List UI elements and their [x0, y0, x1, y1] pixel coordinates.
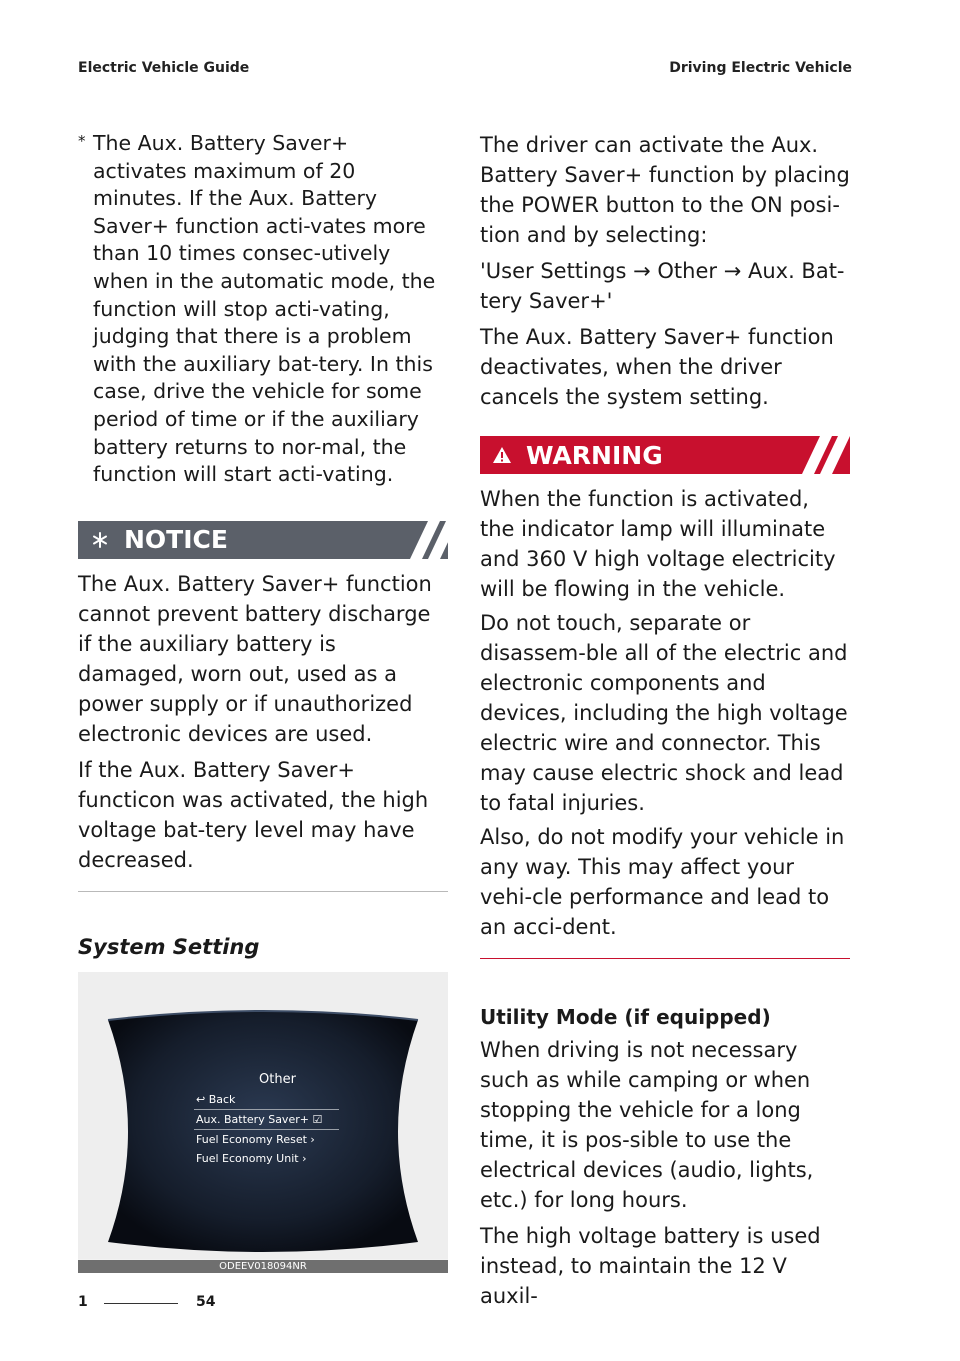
cluster-menu — [194, 1072, 339, 1168]
menu-item-label: Fuel Economy Reset — [196, 1132, 307, 1146]
paragraph-menu-path: 'User Settings → Other → Aux. Bat-tery Saver+' — [480, 259, 845, 313]
figure-caption: ODEEV018094NR — [78, 1260, 448, 1273]
warning-paragraph-2: Do not touch, separate or disassem-ble all of the electric and electronic components and devices, including the high voltage electric wire and connector. This may cause electric shock and lead to fatal injuries. — [480, 611, 848, 815]
asterisk-note — [78, 130, 448, 489]
menu-item-label: Aux. Battery Saver+ — [196, 1112, 309, 1126]
back-arrow-icon: ↩ — [196, 1092, 209, 1106]
warning-label: WARNING — [526, 440, 663, 470]
section-title-system-setting: System Setting — [78, 934, 260, 959]
cluster-screen-figure — [78, 972, 448, 1273]
footer-rule — [104, 1303, 178, 1304]
checkbox-checked-icon: ☑ — [312, 1112, 323, 1126]
note-asterisk: * — [78, 132, 86, 150]
chevron-right-icon: › — [310, 1132, 315, 1146]
running-header-left: Electric Vehicle Guide — [78, 60, 250, 76]
menu-item-aux-battery-saver — [194, 1109, 339, 1130]
menu-item-fuel-economy-unit — [194, 1149, 339, 1168]
notice-asterisk-icon — [90, 531, 110, 549]
right-column — [480, 130, 850, 1317]
notice-label: NOTICE — [124, 525, 228, 555]
subsection-title-utility-mode: Utility Mode (if equipped) — [480, 1005, 771, 1029]
menu-item-label: Fuel Economy Unit — [196, 1151, 299, 1165]
warning-triangle-icon — [492, 446, 512, 464]
menu-back-label: Back — [208, 1092, 236, 1106]
section-divider — [78, 891, 448, 892]
warning-end-divider — [480, 958, 850, 959]
utility-paragraph-1: When driving is not necessary such as while camping or when stopping the vehicle for a long time, it is pos-sible to use the electrical devices (audio, lights, etc.) for long hours. — [480, 1038, 814, 1212]
menu-title: Other — [259, 1071, 296, 1087]
footer-chapter-number: 1 — [78, 1294, 88, 1310]
utility-paragraph-2: The high voltage battery is used instead, to maintain the 12 V auxil- — [480, 1224, 821, 1308]
footer-page-number: 54 — [196, 1294, 216, 1310]
note-text: The Aux. Battery Saver+ activates maximum of 20 minutes. If the Aux. Battery Saver+ function acti-vates more than 10 times consec-utively when in the automatic mode, the function will stop acti-vating, judging that there is a problem with the auxiliary bat-tery. In this case, drive the vehicle for some period of time or if the auxiliary battery returns to nor-mal, the function will start acti-vating. — [93, 131, 436, 487]
paragraph-deactivate: The Aux. Battery Saver+ function deactivates, when the driver cancels the system setting. — [480, 325, 834, 409]
warning-paragraph-1: When the function is activated, the indicator lamp will illuminate and 360 V high voltage electricity will be flowing in the vehicle. — [480, 487, 836, 601]
notice-paragraph-1: The Aux. Battery Saver+ function cannot prevent battery discharge if the auxiliary battery is damaged, worn out, used as a power supply or if unauthorized electronic devices are used. — [78, 571, 432, 746]
warning-banner — [480, 436, 850, 474]
warning-stripes-icon — [790, 436, 850, 474]
running-header-right: Driving Electric Vehicle — [669, 60, 852, 76]
menu-back-item — [194, 1090, 339, 1109]
chevron-right-icon: › — [302, 1151, 307, 1165]
notice-paragraph-2: If the Aux. Battery Saver+ functicon was activated, the high voltage bat-tery level may have decreased. — [78, 757, 429, 872]
left-column — [78, 130, 448, 1273]
notice-banner — [78, 521, 448, 559]
warning-paragraph-3: Also, do not modify your vehicle in any way. This may affect your vehi-cle performance and lead to an acci-dent. — [480, 825, 845, 939]
menu-item-fuel-economy-reset — [194, 1130, 339, 1149]
notice-stripes-icon — [388, 521, 448, 559]
paragraph-activate: The driver can activate the Aux. Battery Saver+ function by placing the POWER button to the ON posi-tion and by selecting: — [480, 133, 850, 247]
